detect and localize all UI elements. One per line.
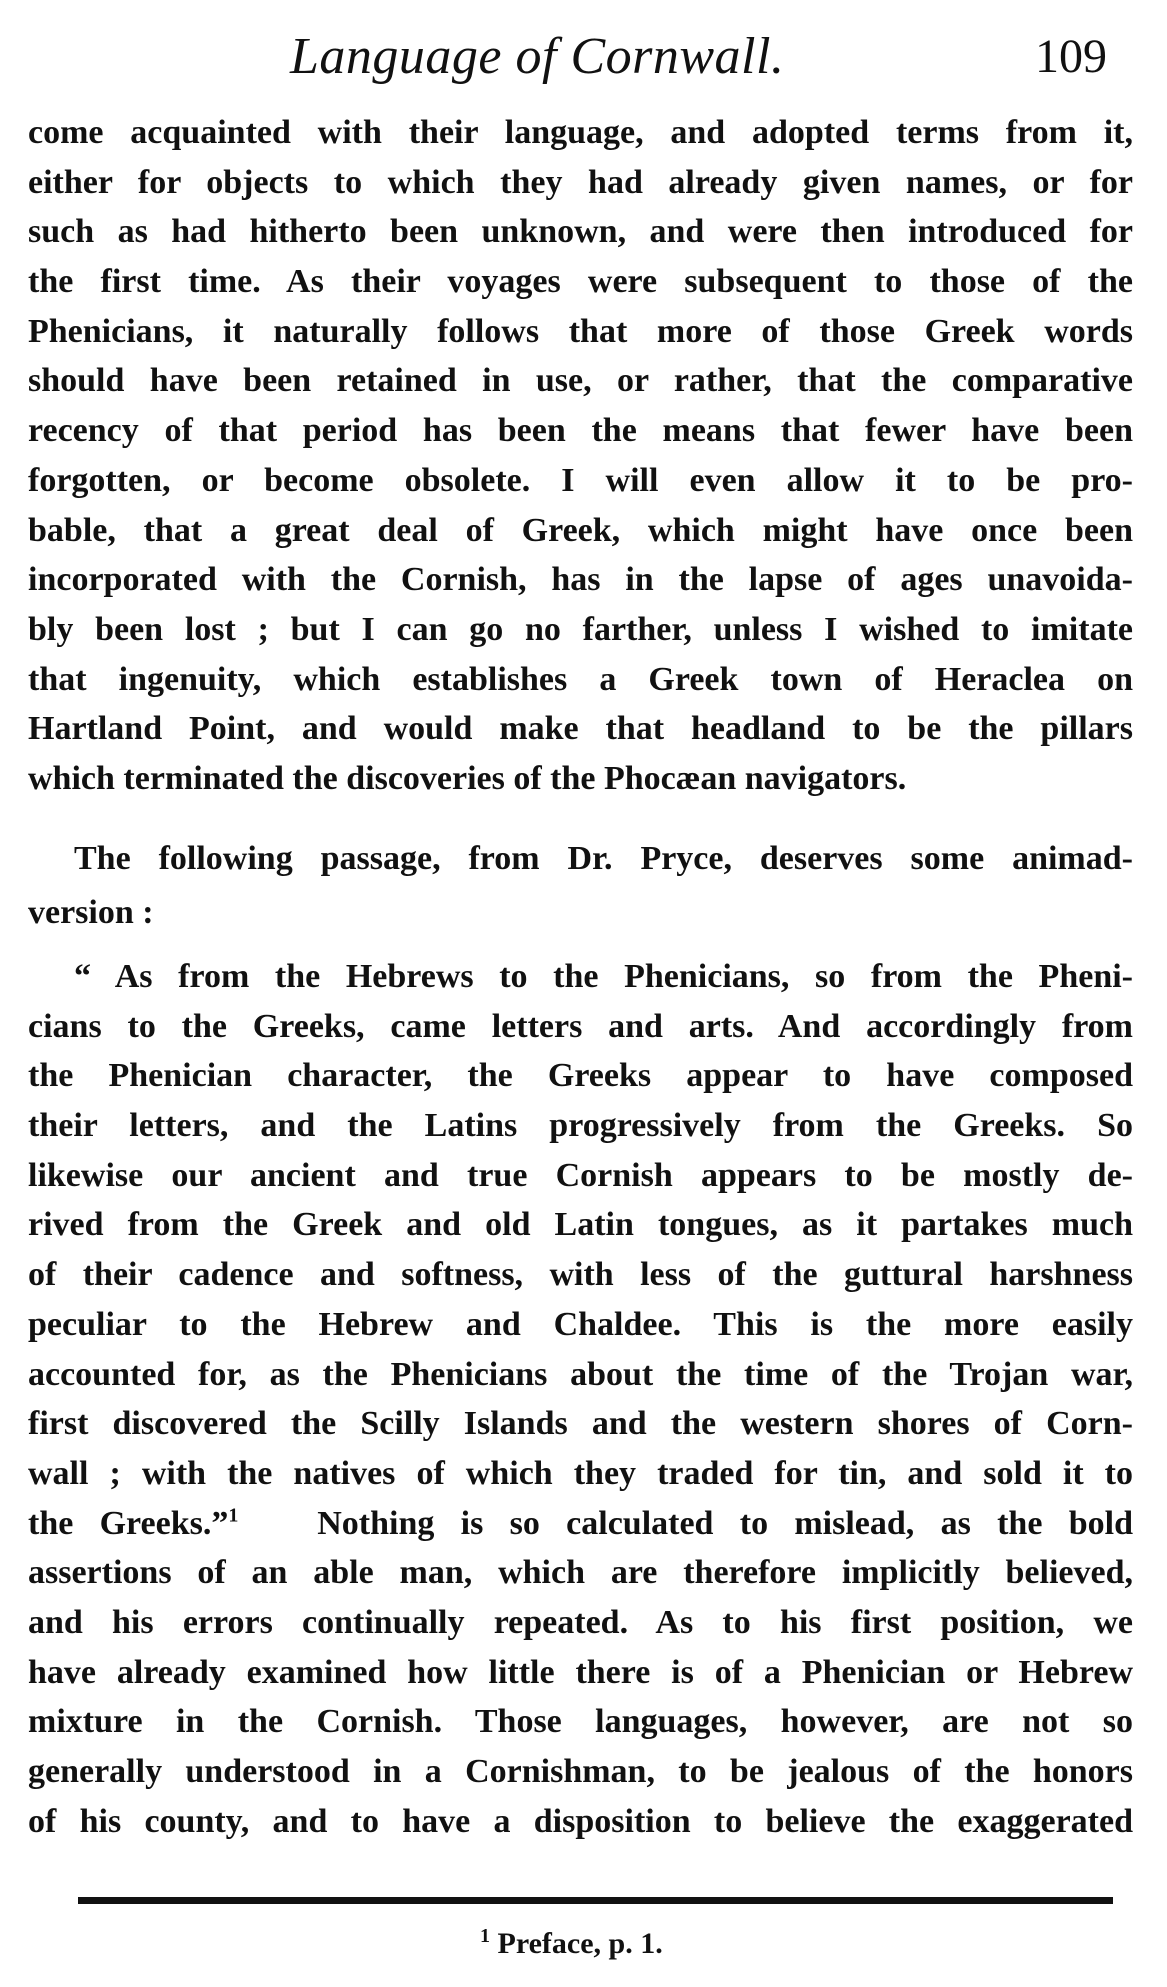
text-line: which terminated the discoveries of the Phocæan navigators. [28,759,907,797]
text-line: version : [28,894,154,931]
text-line: the Phenician character, the Greeks appear to have composed [28,1057,1133,1095]
text-line: generally understood in a Cornishman, to be jealous of the honors [28,1753,1133,1790]
text-line: their letters, and the Latins progressively from the Greeks. So [28,1107,1133,1145]
text-line: cians to the Greeks, came letters and arts. And accordingly from [28,1007,1133,1045]
footnote-divider [78,1897,1113,1904]
text-line: recency of that period has been the means that fewer have been [28,412,1133,450]
text-line: either for objects to which they had already given names, or for [28,163,1133,201]
text-line-with-footnote [28,1499,1133,1549]
text-line: should have been retained in use, or rather, that the comparative [28,362,1133,400]
footnote [480,1924,663,1964]
text-line: first discovered the Scilly Islands and the western shores of Corn- [28,1405,1133,1443]
running-head [0,22,1167,92]
footnote-marker: 1 [480,1925,490,1947]
text-line: The following passage, from Dr. Pryce, deserves some animad- [74,840,1133,877]
text-run: Nothing is so calculated to mislead, as the bold [317,1504,1133,1542]
paragraph-1 [28,108,1133,804]
quote-end: the Greeks.” [28,1504,229,1542]
text-line: Hartland Point, and would make that headland to be the pillars [28,710,1133,748]
text-line: peculiar to the Hebrew and Chaldee. This is the more easily [28,1305,1133,1343]
text-line: likewise our ancient and true Cornish appears to be mostly de- [28,1156,1133,1194]
page-title: Language of Cornwall. [290,28,785,85]
text-line: bable, that a great deal of Greek, which might have once been [28,511,1133,549]
text-line: “ As from the Hebrews to the Phenicians, so from the Pheni- [74,958,1133,995]
footnote-text: Preface, p. 1. [497,1927,663,1960]
text-line: assertions of an able man, which are therefore implicitly believed, [28,1554,1133,1592]
text-line: rived from the Greek and old Latin tongues, as it partakes much [28,1206,1133,1244]
text-line: come acquainted with their language, and adopted terms from it, [28,114,1133,151]
page-number: 109 [1035,30,1107,83]
paragraph-2 [28,832,1133,940]
text-line: that ingenuity, which establishes a Greek town of Heraclea on [28,660,1133,698]
text-line: and his errors continually repeated. As to his first position, we [28,1603,1133,1641]
text-line: incorporated with the Cornish, has in the lapse of ages unavoida- [28,561,1133,599]
text-line: Phenicians, it naturally follows that more of those Greek words [28,312,1133,350]
text-line: wall ; with the natives of which they traded for tin, and sold it to [28,1454,1133,1492]
text-line: have already examined how little there is of a Phenician or Hebrew [28,1653,1133,1691]
quotation-paragraph [28,952,1133,1846]
text-line: of their cadence and softness, with less of the guttural harshness [28,1256,1133,1294]
text-line: such as had hitherto been unknown, and were then introduced for [28,213,1133,251]
text-line: accounted for, as the Phenicians about the time of the Trojan war, [28,1355,1133,1393]
footnote-reference[interactable]: 1 [228,1504,239,1527]
text-line: of his county, and to have a disposition to believe the exaggerated [28,1802,1133,1840]
text-line: mixture in the Cornish. Those languages, however, are not so [28,1703,1133,1741]
text-line: forgotten, or become obsolete. I will even allow it to be pro- [28,461,1133,499]
text-line: the first time. As their voyages were subsequent to those of the [28,263,1133,301]
text-line: bly been lost ; but I can go no farther, unless I wished to imitate [28,610,1133,648]
